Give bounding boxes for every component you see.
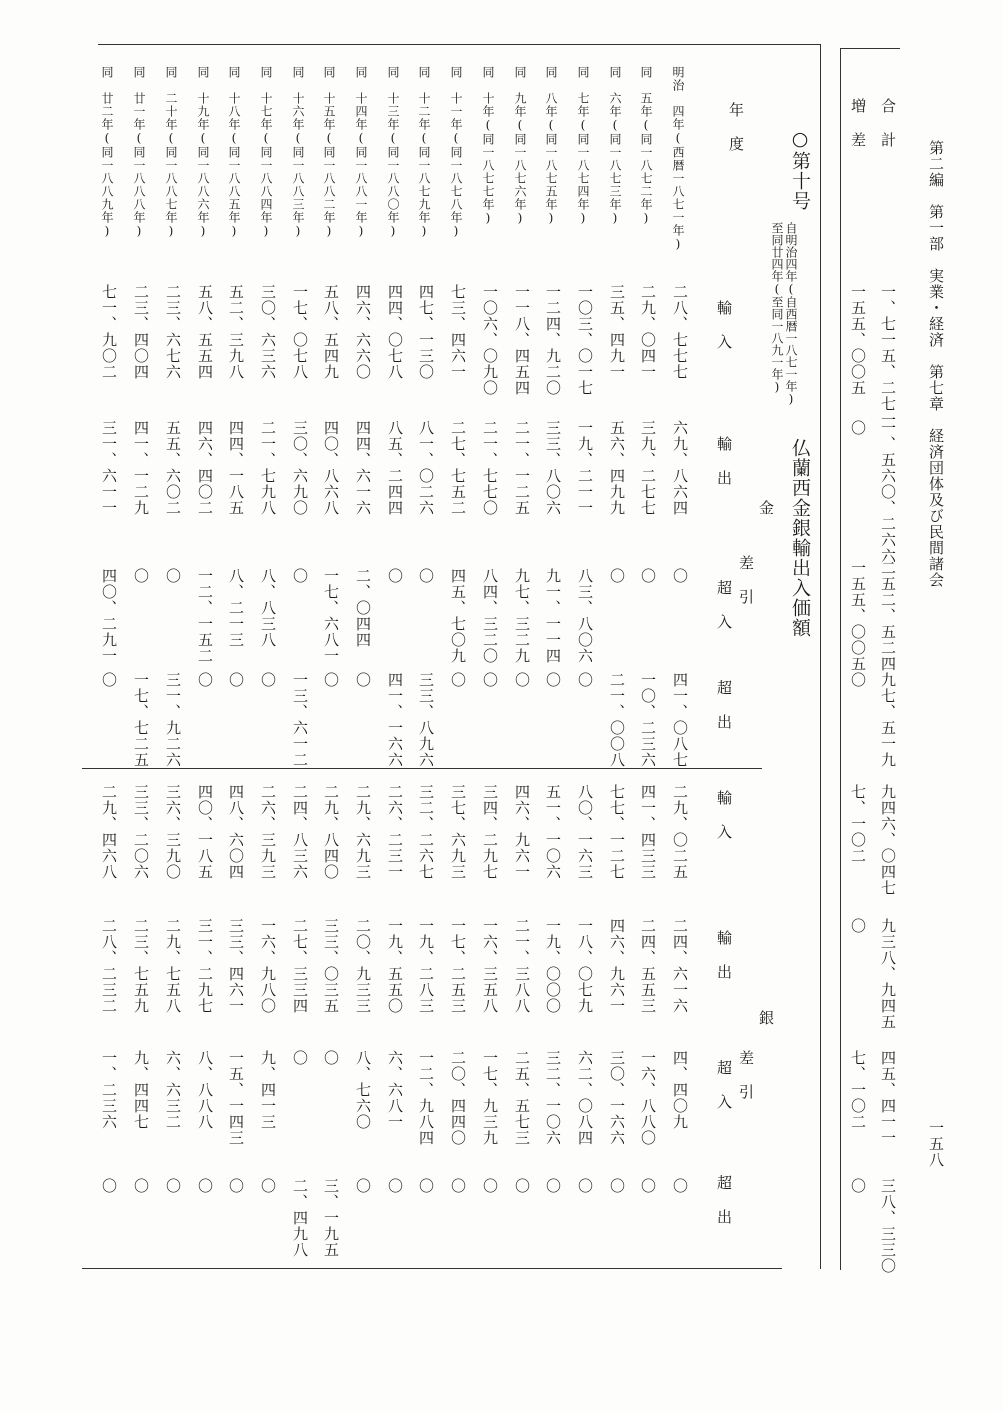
cell-sx: 一二、九八四 bbox=[417, 1050, 435, 1146]
cell-sy: 〇 bbox=[481, 1178, 499, 1194]
outer-border-top bbox=[840, 48, 900, 49]
cell-gx: 一七、六八一 bbox=[322, 568, 340, 664]
cell-ge: 六九、八六四 bbox=[671, 420, 689, 516]
cell-si: 七七、一二七 bbox=[608, 784, 626, 880]
cell-gy: 〇 bbox=[322, 672, 340, 688]
cell-sy: 〇 bbox=[227, 1178, 245, 1194]
cell-se: 二〇、九三三 bbox=[354, 918, 372, 1014]
cell-sy: 二、四九八 bbox=[291, 1178, 309, 1258]
summary-diff-gold_excess_import: 一五五、〇〇五 bbox=[849, 560, 867, 672]
summary-diff-silver_export: 〇 bbox=[849, 918, 867, 934]
cell-sx: 八、八八八 bbox=[196, 1050, 214, 1130]
cell-ge: 四四、一八五 bbox=[227, 420, 245, 516]
cell-year: 同 七年(同一八七四年) bbox=[576, 66, 590, 226]
cell-si: 四〇、一八五 bbox=[196, 784, 214, 880]
cell-gx: 八、八三八 bbox=[259, 568, 277, 648]
cell-year: 明治 四年(西暦一八七一年) bbox=[671, 66, 685, 252]
cell-year: 同 十四年(同一八八一年) bbox=[354, 66, 368, 239]
summary-diff-silver_import: 七、一〇二 bbox=[849, 784, 867, 864]
cell-gi: 七一、九〇二 bbox=[100, 284, 118, 380]
cell-ge: 二一、七七〇 bbox=[481, 420, 499, 516]
cell-ge: 五六、四九九 bbox=[608, 420, 626, 516]
cell-gy: 〇 bbox=[100, 672, 118, 688]
diff-label: 増 差 bbox=[849, 98, 867, 149]
summary-total-silver_excess_export: 三八、三三〇 bbox=[879, 1178, 897, 1274]
cell-se: 一六、九八〇 bbox=[259, 918, 277, 1014]
summary-diff-silver_excess_import: 七、一〇二 bbox=[849, 1050, 867, 1130]
cell-gi: 一二四、九二〇 bbox=[544, 284, 562, 396]
cell-si: 二九、四六八 bbox=[100, 784, 118, 880]
cell-si: 五一、一〇六 bbox=[544, 784, 562, 880]
cell-gx: 〇 bbox=[671, 568, 689, 584]
cell-se: 一七、二五三 bbox=[449, 918, 467, 1014]
summary-total-silver_excess_import: 四五、四一一 bbox=[879, 1050, 897, 1146]
cell-gi: 七三、四六一 bbox=[449, 284, 467, 380]
cell-year: 同 十七年(同一八八四年) bbox=[259, 66, 273, 239]
cell-se: 一九、〇〇〇 bbox=[544, 918, 562, 1014]
silver-header: 銀 bbox=[757, 1010, 775, 1027]
cell-gi: 五二、三九八 bbox=[227, 284, 245, 380]
cell-si: 三六、三九〇 bbox=[164, 784, 182, 880]
table-range-from: 自明治四年(自西暦一八七一年) bbox=[784, 222, 798, 406]
cell-gi: 二三、四〇四 bbox=[132, 284, 150, 380]
cell-gy: 四一、一六六 bbox=[386, 672, 404, 768]
cell-sy: 〇 bbox=[417, 1178, 435, 1194]
cell-year: 同 五年(同一八七二年) bbox=[639, 66, 653, 226]
cell-sy: 〇 bbox=[639, 1178, 657, 1194]
cell-sy: 〇 bbox=[386, 1178, 404, 1194]
cell-year: 同 十年(同一八七七年) bbox=[481, 66, 495, 226]
cell-sy: 〇 bbox=[671, 1178, 689, 1194]
cell-sx: 八、七六〇 bbox=[354, 1050, 372, 1130]
summary-diff-gold_excess_export: 〇 bbox=[849, 672, 867, 688]
gold-balance-header: 差 引 bbox=[737, 555, 755, 606]
gold-export-header: 輸 出 bbox=[715, 436, 733, 487]
cell-se: 二四、五五三 bbox=[639, 918, 657, 1014]
cell-sx: 六、六八一 bbox=[386, 1050, 404, 1130]
cell-sy: 〇 bbox=[449, 1178, 467, 1194]
cell-se: 二四、六一六 bbox=[671, 918, 689, 1014]
cell-year: 同 十一年(同一八七八年) bbox=[449, 66, 463, 239]
cell-year: 同 十三年(同一八八〇年) bbox=[386, 66, 400, 239]
cell-se: 四六、九六一 bbox=[608, 918, 626, 1014]
cell-si: 四六、九六一 bbox=[513, 784, 531, 880]
cell-sx: 三〇、一六六 bbox=[608, 1050, 626, 1146]
summary-total-gold_excess_import: 二五二、五二四 bbox=[879, 560, 897, 672]
cell-ge: 三九、二七七 bbox=[639, 420, 657, 516]
cell-sx: 一六、八八〇 bbox=[639, 1050, 657, 1146]
cell-ge: 八五、二四四 bbox=[386, 420, 404, 516]
cell-gx: 八四、三二〇 bbox=[481, 568, 499, 664]
cell-sx: 〇 bbox=[322, 1050, 340, 1066]
cell-year: 同 十六年(同一八八三年) bbox=[291, 66, 305, 239]
cell-ge: 三一、六一一 bbox=[100, 420, 118, 516]
cell-sy: 〇 bbox=[100, 1178, 118, 1194]
summary-diff-silver_excess_export: 〇 bbox=[849, 1178, 867, 1194]
cell-gx: 四五、七〇九 bbox=[449, 568, 467, 664]
cell-ge: 四一、一二九 bbox=[132, 420, 150, 516]
cell-gx: 九七、三二九 bbox=[513, 568, 531, 664]
cell-sx: 一、二三六 bbox=[100, 1050, 118, 1130]
cell-gi: 三五、四九一 bbox=[608, 284, 626, 380]
cell-gy: 〇 bbox=[544, 672, 562, 688]
cell-ge: 三三、八〇六 bbox=[544, 420, 562, 516]
cell-gi: 四六、六六〇 bbox=[354, 284, 372, 380]
cell-year: 同 九年(同一八七六年) bbox=[513, 66, 527, 226]
cell-gi: 一〇六、〇九〇 bbox=[481, 284, 499, 396]
cell-year: 同 十九年(同一八八六年) bbox=[196, 66, 210, 239]
silver-import-header: 輸 入 bbox=[715, 790, 733, 841]
table-range-to: 至同廿四年(至同一八九一年) bbox=[770, 222, 784, 394]
cell-ge: 四六、四〇二 bbox=[196, 420, 214, 516]
cell-sy: 〇 bbox=[608, 1178, 626, 1194]
summary-total-gold_import: 一、七一五、二七一 bbox=[879, 284, 897, 428]
summary-total-silver_export: 九三八、九四五 bbox=[879, 918, 897, 1030]
cell-gy: 〇 bbox=[259, 672, 277, 688]
cell-ge: 二一、一二五 bbox=[513, 420, 531, 516]
silver-excess-export-header: 超 出 bbox=[715, 1175, 733, 1226]
cell-gx: 八、二一三 bbox=[227, 568, 245, 648]
cell-ge: 五五、六〇二 bbox=[164, 420, 182, 516]
cell-si: 二四、八三六 bbox=[291, 784, 309, 880]
cell-gx: 〇 bbox=[164, 568, 182, 584]
cell-gi: 五八、五五四 bbox=[196, 284, 214, 380]
summary-total-silver_import: 九四六、〇四七 bbox=[879, 784, 897, 896]
table-title: 仏蘭西金銀輸出入価額 bbox=[789, 438, 811, 638]
cell-se: 一八、〇七九 bbox=[576, 918, 594, 1014]
table-prefix: ○第十号 bbox=[789, 128, 811, 211]
cell-sx: 九、四一三 bbox=[259, 1050, 277, 1130]
cell-gy: 三三、八九六 bbox=[417, 672, 435, 768]
cell-se: 一六、三五八 bbox=[481, 918, 499, 1014]
silver-export-header: 輸 出 bbox=[715, 930, 733, 981]
cell-sy: 〇 bbox=[164, 1178, 182, 1194]
cell-si: 二六、二三一 bbox=[386, 784, 404, 880]
cell-ge: 一九、二一一 bbox=[576, 420, 594, 516]
cell-se: 三三、〇三五 bbox=[322, 918, 340, 1014]
cell-sy: 〇 bbox=[544, 1178, 562, 1194]
cell-year: 同 八年(同一八七五年) bbox=[544, 66, 558, 226]
cell-gi: 一七、〇七八 bbox=[291, 284, 309, 380]
cell-gy: 三一、九二六 bbox=[164, 672, 182, 768]
cell-gx: 〇 bbox=[291, 568, 309, 584]
cell-sy: 〇 bbox=[196, 1178, 214, 1194]
cell-sx: 〇 bbox=[291, 1050, 309, 1066]
cell-se: 一九、二八三 bbox=[417, 918, 435, 1014]
summary-diff-gold_import: 一五五、〇〇五 bbox=[849, 284, 867, 396]
cell-gy: 〇 bbox=[449, 672, 467, 688]
cell-sx: 三二、一〇六 bbox=[544, 1050, 562, 1146]
cell-gi: 二三、六七六 bbox=[164, 284, 182, 380]
cell-se: 二九、七五八 bbox=[164, 918, 182, 1014]
cell-gy: 一〇、二三六 bbox=[639, 672, 657, 768]
cell-year: 同 十二年(同一八七九年) bbox=[417, 66, 431, 239]
table-border-right bbox=[820, 44, 821, 1269]
cell-sx: 六、六三二 bbox=[164, 1050, 182, 1130]
cell-se: 一九、五五〇 bbox=[386, 918, 404, 1014]
cell-gy: 〇 bbox=[196, 672, 214, 688]
cell-gi: 二九、〇四一 bbox=[639, 284, 657, 380]
cell-gi: 一〇三、〇一七 bbox=[576, 284, 594, 396]
summary-total-gold_excess_export: 九七、五一九 bbox=[879, 672, 897, 768]
cell-ge: 二七、七五二 bbox=[449, 420, 467, 516]
cell-gy: 〇 bbox=[481, 672, 499, 688]
year-header: 年 度 bbox=[727, 102, 745, 153]
cell-gy: 〇 bbox=[513, 672, 531, 688]
cell-sy: 〇 bbox=[513, 1178, 531, 1194]
page-number: 一五八 bbox=[927, 1120, 945, 1168]
cell-sx: 一五、一四三 bbox=[227, 1050, 245, 1146]
cell-ge: 八一、〇二六 bbox=[417, 420, 435, 516]
total-label: 合 計 bbox=[879, 98, 897, 149]
cell-se: 三一、二九七 bbox=[196, 918, 214, 1014]
cell-se: 二三、七五九 bbox=[132, 918, 150, 1014]
gold-silver-divider bbox=[82, 768, 762, 769]
cell-gx: 九一、一一四 bbox=[544, 568, 562, 664]
cell-gx: 〇 bbox=[417, 568, 435, 584]
cell-si: 二九、八四〇 bbox=[322, 784, 340, 880]
cell-si: 三二、二六七 bbox=[417, 784, 435, 880]
cell-si: 三七、六九三 bbox=[449, 784, 467, 880]
cell-se: 二七、三三四 bbox=[291, 918, 309, 1014]
cell-si: 二九、六九三 bbox=[354, 784, 372, 880]
cell-sx: 六二、〇八四 bbox=[576, 1050, 594, 1146]
cell-gx: 一二、一五二 bbox=[196, 568, 214, 664]
cell-si: 四一、四三三 bbox=[639, 784, 657, 880]
cell-year: 同 廿二年(同一八八九年) bbox=[100, 66, 114, 239]
cell-gy: 〇 bbox=[227, 672, 245, 688]
silver-balance-header: 差 引 bbox=[737, 1050, 755, 1101]
cell-gx: 八三、八〇六 bbox=[576, 568, 594, 664]
gold-header: 金 bbox=[757, 500, 775, 517]
cell-gy: 二一、〇〇八 bbox=[608, 672, 626, 768]
cell-sx: 二〇、四四〇 bbox=[449, 1050, 467, 1146]
cell-se: 三三、四六一 bbox=[227, 918, 245, 1014]
cell-gx: 二、〇四四 bbox=[354, 568, 372, 648]
cell-sy: 〇 bbox=[576, 1178, 594, 1194]
cell-si: 三三、二〇六 bbox=[132, 784, 150, 880]
cell-sy: 〇 bbox=[354, 1178, 372, 1194]
summary-total-gold_export: 一、五六〇、二六六 bbox=[879, 420, 897, 564]
gold-excess-import-header: 超 入 bbox=[715, 580, 733, 631]
silver-excess-import-header: 超 入 bbox=[715, 1060, 733, 1111]
summary-diff-gold_export: 〇 bbox=[849, 420, 867, 436]
cell-gx: 〇 bbox=[132, 568, 150, 584]
cell-gi: 四四、〇七八 bbox=[386, 284, 404, 380]
cell-si: 八〇、一六三 bbox=[576, 784, 594, 880]
cell-gi: 一一八、四五四 bbox=[513, 284, 531, 396]
cell-gy: 四一、〇八七 bbox=[671, 672, 689, 768]
cell-si: 二九、〇二五 bbox=[671, 784, 689, 880]
cell-year: 同 廿一年(同一八八八年) bbox=[132, 66, 146, 239]
cell-sx: 九、四四七 bbox=[132, 1050, 150, 1130]
gold-excess-export-header: 超 出 bbox=[715, 680, 733, 731]
cell-gx: 〇 bbox=[608, 568, 626, 584]
cell-year: 同 二十年(同一八八七年) bbox=[164, 66, 178, 239]
cell-year: 同 十八年(同一八八五年) bbox=[227, 66, 241, 239]
cell-gi: 四七、一三〇 bbox=[417, 284, 435, 380]
cell-sy: 三、一九五 bbox=[322, 1178, 340, 1258]
cell-gx: 四〇、二九一 bbox=[100, 568, 118, 664]
cell-year: 同 六年(同一八七三年) bbox=[608, 66, 622, 226]
cell-ge: 四四、六一六 bbox=[354, 420, 372, 516]
summary-divider bbox=[840, 48, 841, 1270]
cell-gy: 〇 bbox=[576, 672, 594, 688]
cell-sx: 二五、五七三 bbox=[513, 1050, 531, 1146]
cell-se: 二八、二三二 bbox=[100, 918, 118, 1014]
cell-sx: 一七、九三九 bbox=[481, 1050, 499, 1146]
cell-gi: 二八、七七七 bbox=[671, 284, 689, 380]
cell-gy: 一三、六一二 bbox=[291, 672, 309, 768]
table-border-top bbox=[98, 44, 820, 45]
gold-import-header: 輸 入 bbox=[715, 300, 733, 351]
table-border-bottom bbox=[82, 1268, 782, 1269]
cell-gy: 一七、七二五 bbox=[132, 672, 150, 768]
cell-si: 二六、三九三 bbox=[259, 784, 277, 880]
cell-si: 三四、二九七 bbox=[481, 784, 499, 880]
cell-sy: 〇 bbox=[259, 1178, 277, 1194]
cell-se: 二一、三八八 bbox=[513, 918, 531, 1014]
cell-ge: 二一、七九八 bbox=[259, 420, 277, 516]
cell-year: 同 十五年(同一八八二年) bbox=[322, 66, 336, 239]
cell-sx: 四、四〇九 bbox=[671, 1050, 689, 1130]
cell-gi: 五八、五四九 bbox=[322, 284, 340, 380]
cell-gy: 〇 bbox=[354, 672, 372, 688]
cell-ge: 四〇、八六八 bbox=[322, 420, 340, 516]
cell-si: 四八、六〇四 bbox=[227, 784, 245, 880]
cell-sy: 〇 bbox=[132, 1178, 150, 1194]
cell-ge: 三〇、六九〇 bbox=[291, 420, 309, 516]
running-head: 第二編 第一部 実業・経済 第七章 経済団体及び民間諸会 bbox=[927, 140, 945, 588]
cell-gi: 三〇、六三六 bbox=[259, 284, 277, 380]
cell-gx: 〇 bbox=[386, 568, 404, 584]
cell-gx: 〇 bbox=[639, 568, 657, 584]
